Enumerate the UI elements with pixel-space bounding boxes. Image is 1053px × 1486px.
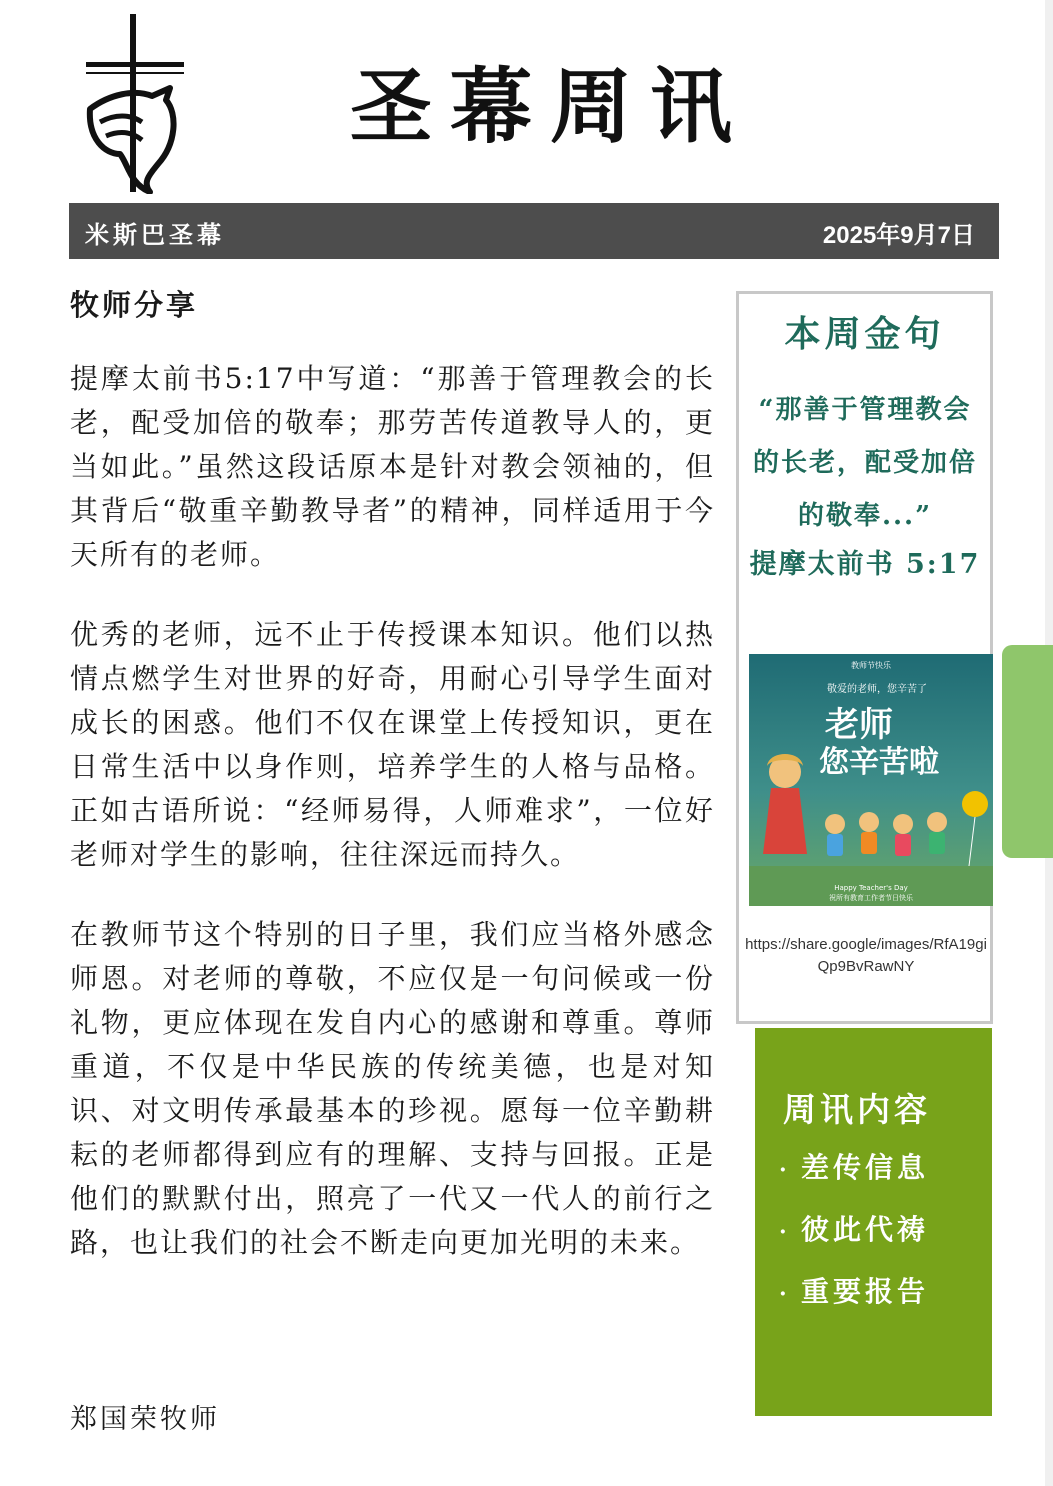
verse-box <box>736 291 993 1024</box>
side-tab[interactable] <box>1002 645 1053 858</box>
church-name: 米斯巴圣幕 <box>85 220 225 249</box>
verse-reference: 提摩太前书 5:17 <box>749 549 981 580</box>
signature: 郑国荣牧师 <box>70 1404 220 1435</box>
article-paragraph: 优秀的老师，远不止于传授课本知识。他们以热情点燃学生对世界的好奇，用耐心引导学生面对成长的困惑。他们不仅在课堂上传授知识，更在日常生活中以身作则，培养学生的人格与品格。正如古语所说：“经师易得，人师难求”，一位好老师对学生的影响，往往深远而持久。 <box>70 618 715 871</box>
article-paragraph: 在教师节这个特别的日子里，我们应当格外感念师恩。对老师的尊敬，不应仅是一句问候或一份礼物，更应体现在发自内心的感谢和尊重。尊师重道，不仅是中华民族的传统美德，也是对知识、对文明传承最基本的珍视。愿每一位辛勤耕耘的老师都得到应有的理解、支持与回报。正是他们的默默付出，照亮了一代又一代人的前行之路，也让我们的社会不断走向更加光明的未来。 <box>70 918 715 1259</box>
contents-box <box>755 1028 992 1416</box>
bullet-icon: · <box>779 1219 791 1245</box>
contents-item[interactable] <box>779 1272 929 1334</box>
article-heading: 牧师分享 <box>70 288 199 322</box>
poster-headline-2: 您辛苦啦 <box>819 745 939 780</box>
contents-item-label: 差传信息 <box>801 1151 930 1184</box>
poster-footer-2: 祝所有教育工作者节日快乐 <box>829 894 913 902</box>
image-source-link[interactable]: https://share.google/images/RfA19giQp9BvRawNY <box>745 936 987 975</box>
contents-item[interactable] <box>779 1210 929 1272</box>
verse-text: “那善于管理教会的长老，配受加倍的敬奉...” <box>752 395 977 531</box>
contents-item-label: 彼此代祷 <box>801 1213 930 1246</box>
cross-dove-logo-icon <box>80 14 190 194</box>
teachers-day-poster <box>749 654 993 906</box>
poster-subtitle: 敬爱的老师，您辛苦了 <box>827 684 927 695</box>
verse-box-title: 本周金句 <box>784 313 945 355</box>
poster-headline-1: 老师 <box>825 705 893 745</box>
poster-footer-1: Happy Teacher's Day <box>834 884 908 892</box>
poster-top-badge: 教师节快乐 <box>851 661 891 670</box>
contents-item[interactable] <box>779 1148 929 1210</box>
contents-list <box>779 1148 929 1334</box>
contents-item-label: 重要报告 <box>801 1275 930 1308</box>
article-body <box>70 357 715 1301</box>
bullet-icon: · <box>779 1281 791 1307</box>
newsletter-title: 圣幕周讯 <box>349 59 750 155</box>
bullet-icon: · <box>779 1157 791 1183</box>
article-paragraph: 提摩太前书5:17中写道：“那善于管理教会的长老，配受加倍的敬奉；那劳苦传道教导人的，更当如此。”虽然这段话原本是针对教会领袖的，但其背后“敬重辛勤教导者”的精神，同样适用于今天所有的老师。 <box>70 362 715 571</box>
header-bar <box>69 203 999 259</box>
issue-date: 2025年9月7日 <box>822 222 975 249</box>
contents-title: 周讯内容 <box>783 1090 931 1129</box>
